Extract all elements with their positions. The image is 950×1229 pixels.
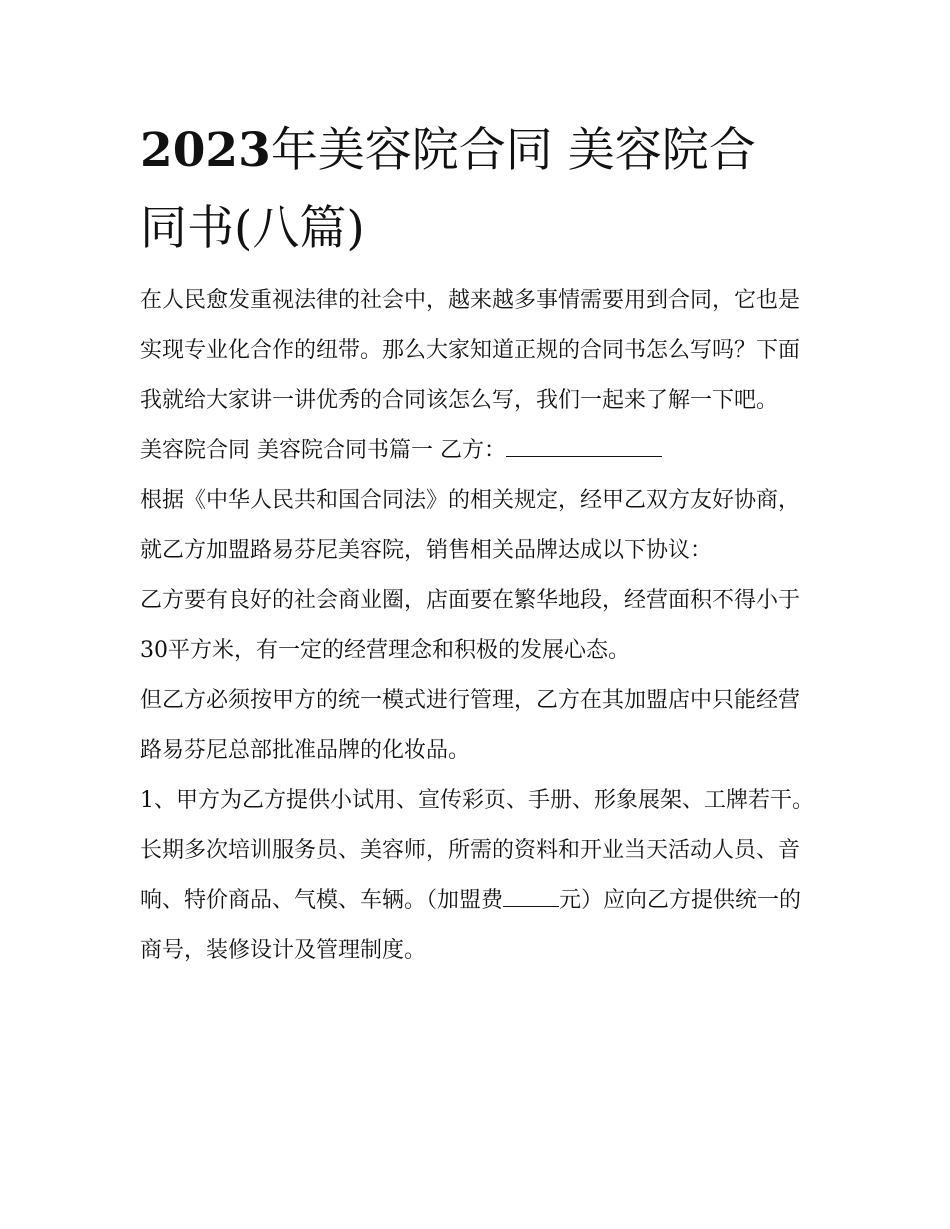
- intro-paragraph: 在人民愈发重视法律的社会中，越来越多事情需要用到合同，它也是实现专业化合作的纽带。那么大家知道正规的合同书怎么写吗？下面我就给大家讲一讲优秀的合同该怎么写，我们一起来了解一下吧。: [140, 288, 801, 413]
- clause-1-part-a: 1、甲方为乙方提供小试用、宣传彩页、手册、形象展架、工牌若干。长期多次培训服务员、美容师，所需的资料和开业当天活动人员、音响、特价商品、气模、车辆。（加盟费: [140, 788, 814, 913]
- section-heading-text: 美容院合同 美容院合同书篇一 乙方：: [140, 438, 506, 463]
- document-body: [140, 276, 820, 976]
- title-line1-rest: 年美容院合同 美容院合: [270, 123, 756, 178]
- paragraph-clause-1: [140, 776, 820, 976]
- clause-1-part-b: 元）应向乙方提供统一的商号，装修设计及管理制度。: [140, 888, 802, 963]
- paragraph-management: 但乙方必须按甲方的统一模式进行管理，乙方在其加盟店中只能经营路易芬尼总部批准品牌的化妆品。: [140, 688, 801, 763]
- franchise-fee-blank: [503, 882, 559, 907]
- title-year: 2023: [140, 123, 271, 178]
- paragraph-agreement-basis: 根据《中华人民共和国合同法》的相关规定，经甲乙双方友好协商，就乙方加盟路易芬尼美容院，销售相关品牌达成以下协议：: [140, 488, 801, 563]
- paragraph-requirements: 乙方要有良好的社会商业圈，店面要在繁华地段，经营面积不得小于30平方米，有一定的经营理念和积极的发展心态。: [140, 588, 801, 663]
- section-heading: [140, 426, 820, 476]
- title-line2: 同书(八篇): [140, 201, 365, 256]
- party-b-blank: [506, 432, 662, 457]
- document-title: [140, 112, 820, 268]
